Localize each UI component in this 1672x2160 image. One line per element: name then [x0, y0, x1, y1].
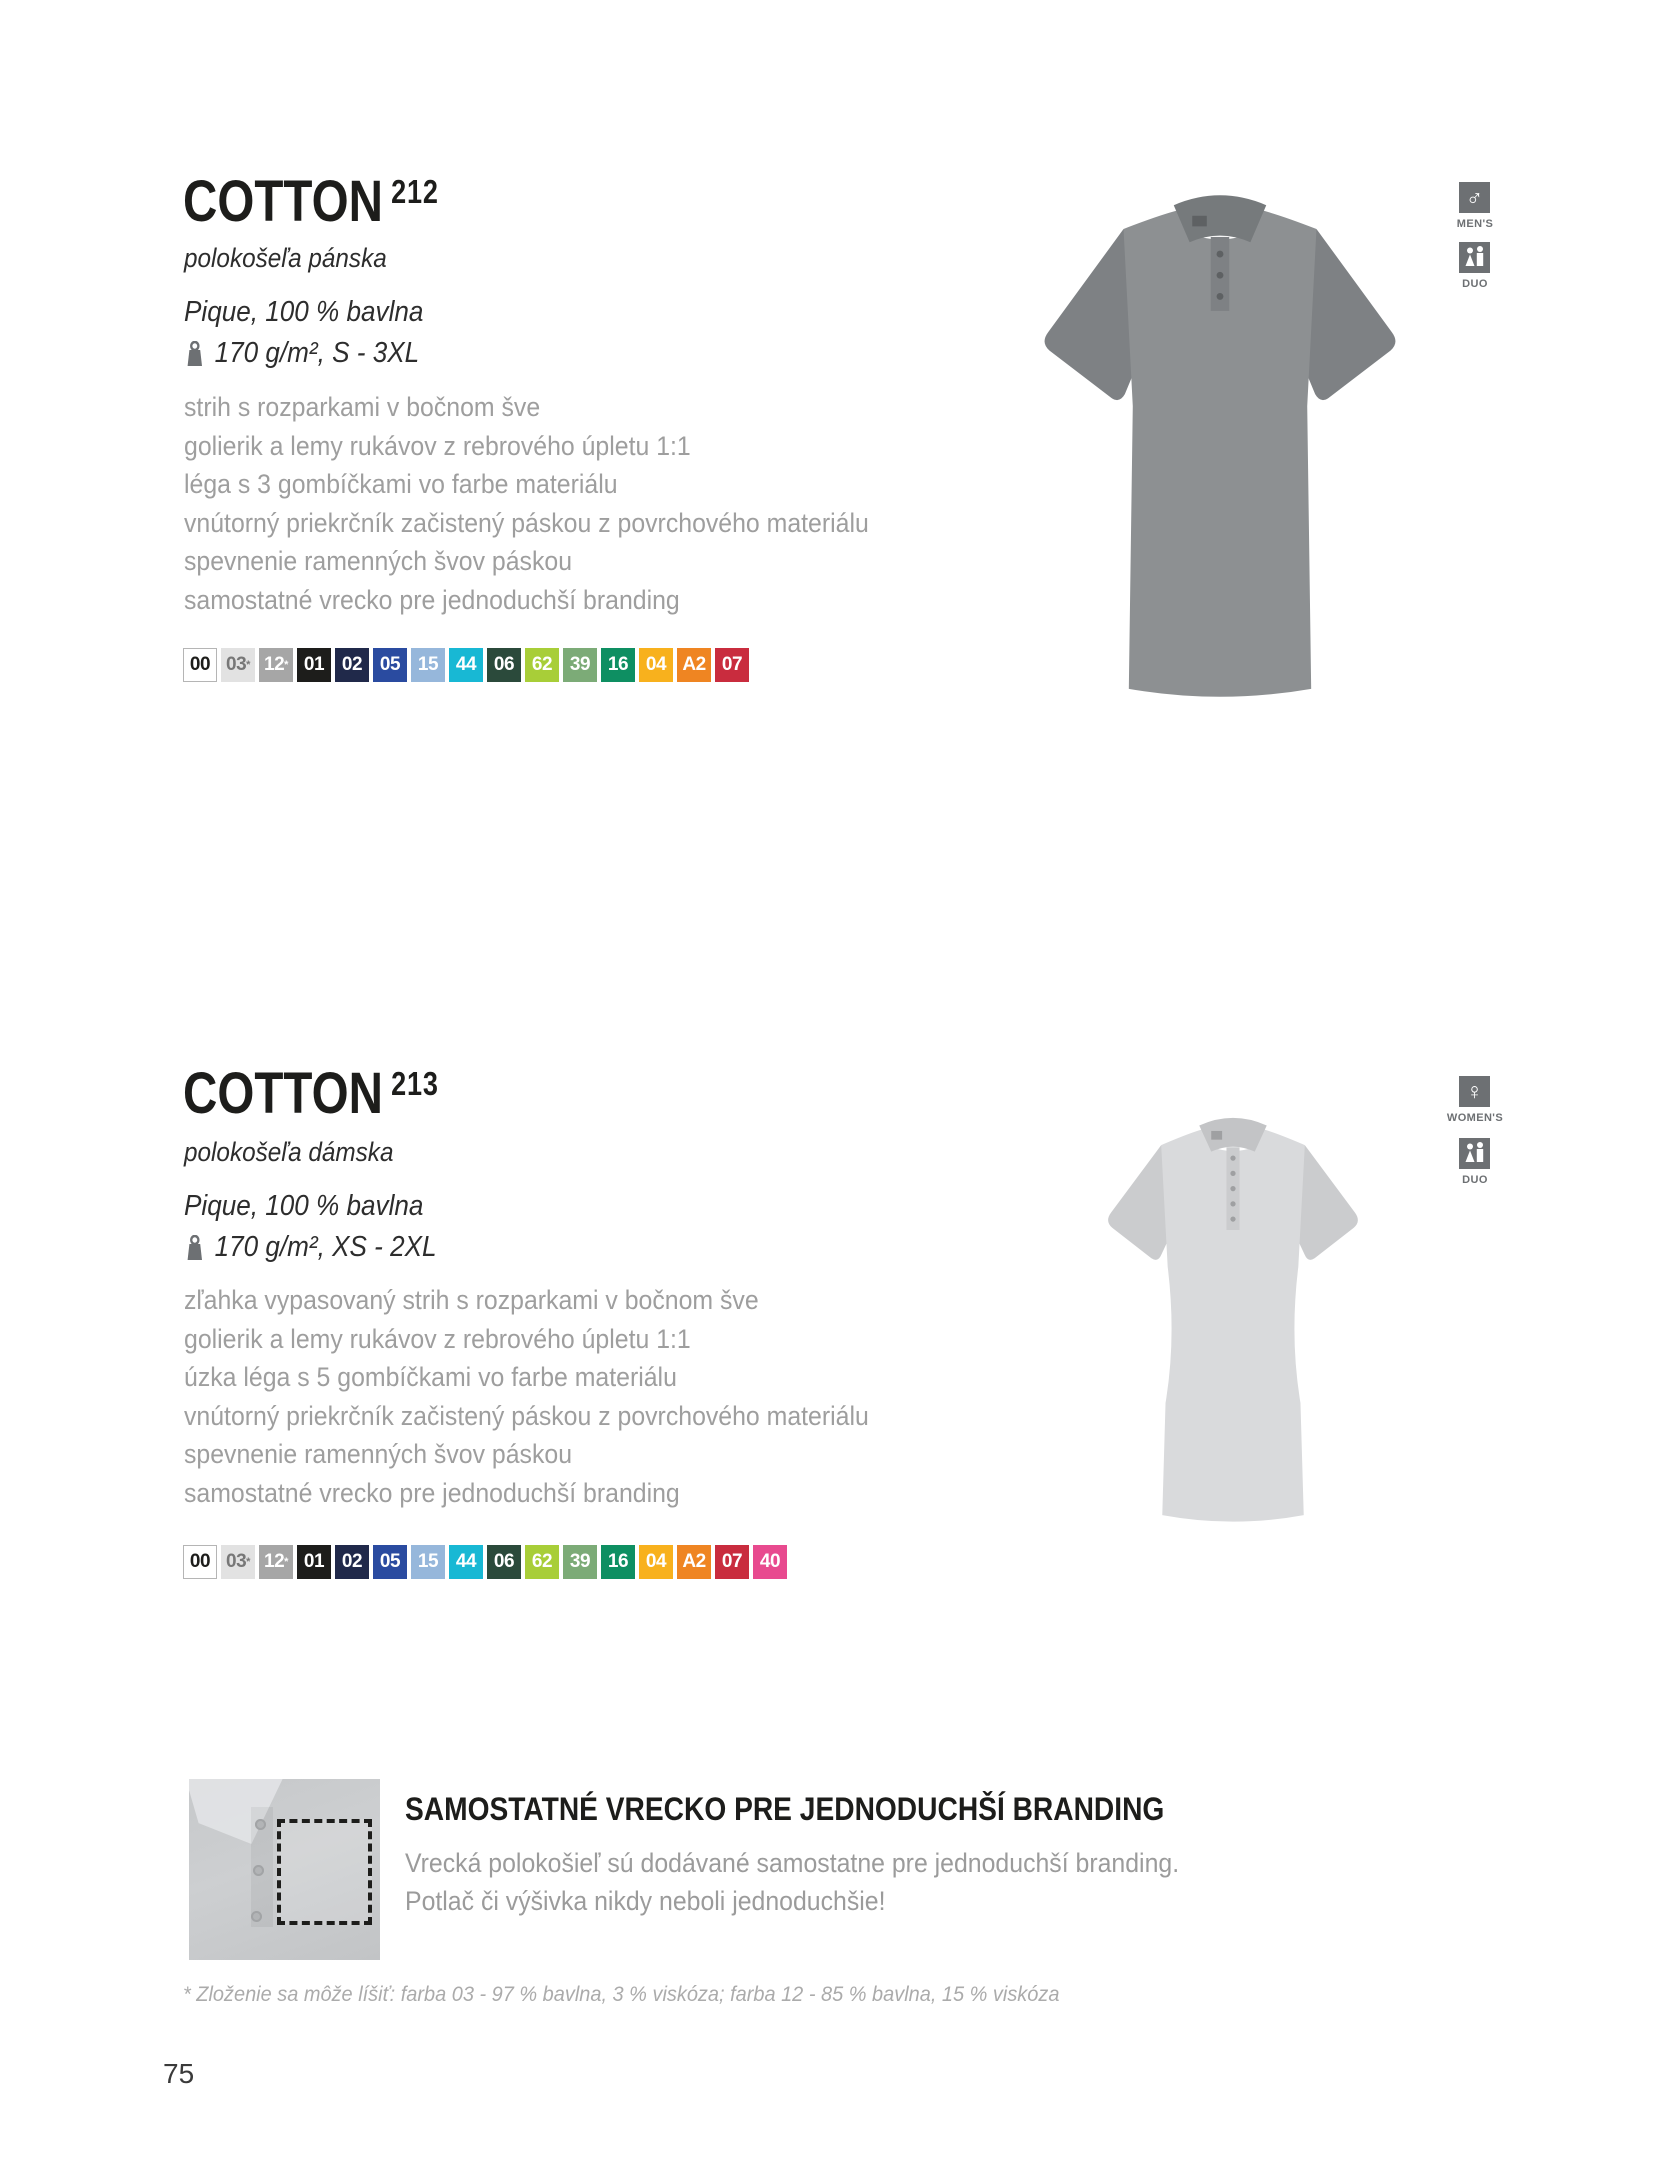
color-swatch-05: 05 — [373, 1545, 407, 1579]
button-detail — [255, 1819, 266, 1830]
color-swatch-39: 39 — [563, 648, 597, 682]
product-name: COTTON — [183, 1061, 383, 1126]
feature-line: spevnenie ramenných švov páskou — [184, 546, 573, 576]
color-swatch-39: 39 — [563, 1545, 597, 1579]
product-213-subtitle: polokošeľa dámska — [184, 1137, 394, 1167]
feature-line: samostatné vrecko pre jednoduchší branding — [184, 1477, 680, 1508]
mens-icon — [1459, 182, 1490, 213]
product-212-photo — [995, 155, 1445, 710]
feature-line: samostatné vrecko pre jednoduchší branding — [184, 584, 680, 615]
product-212-weight-row — [184, 337, 419, 370]
weight-icon — [184, 341, 206, 367]
feature-line: spevnenie ramenných švov páskou — [184, 1439, 573, 1469]
color-swatch-44: 44 — [449, 648, 483, 682]
product-212-title — [183, 168, 495, 235]
product-212-subtitle: polokošeľa pánska — [184, 243, 387, 273]
color-swatch-07: 07 — [715, 1545, 749, 1579]
duo-icon — [1459, 242, 1490, 273]
product-code: 212 — [391, 173, 439, 210]
feature-line: strih s rozparkami v bočnom šve — [184, 392, 541, 422]
mens-polo-shirt-image — [995, 155, 1445, 710]
product-212-weight: 170 g/m², S - 3XL — [214, 337, 420, 369]
feature-line: léga s 3 gombíčkami vo farbe materiálu — [184, 469, 618, 499]
product-name: COTTON — [183, 169, 383, 234]
womens-icon-label: WOMEN'S — [1446, 1112, 1504, 1124]
product-213-weight-row — [184, 1231, 437, 1264]
product-213-title — [183, 1060, 495, 1127]
duo-icon-label: DUO — [1462, 278, 1488, 290]
product-code: 213 — [391, 1065, 439, 1102]
button-detail — [251, 1911, 262, 1922]
mens-icon-label: MEN'S — [1456, 218, 1494, 230]
brand-logo-mark — [1211, 1131, 1222, 1140]
color-swatch-12: 12 * — [259, 648, 293, 682]
feature-line: zľahka vypasovaný strih s rozparkami v bočnom šve — [184, 1285, 759, 1315]
color-swatch-00: 00 — [183, 1545, 217, 1579]
product-212-material: Pique, 100 % bavlna — [184, 296, 424, 328]
color-swatch-A2: A2 — [677, 648, 711, 682]
composition-footnote: * Zloženie sa môže líšiť: farba 03 - 97 % bavlna, 3 % viskóza; farba 12 - 85 % bavlna, 15 % viskóza — [183, 1983, 1060, 2006]
feature-line: vnútorný priekrčník začistený páskou z povrchového materiálu — [184, 1400, 869, 1431]
duo-figures-icon — [1459, 1138, 1490, 1169]
color-swatch-40: 40 — [753, 1545, 787, 1579]
product-213-material: Pique, 100 % bavlna — [184, 1190, 424, 1222]
product-212-color-swatches — [183, 648, 749, 682]
brand-logo-mark — [1192, 216, 1207, 227]
feature-line: golierik a lemy rukávov z rebrového úpletu 1:1 — [184, 430, 691, 461]
pocket-placement-dashed-box — [277, 1819, 372, 1925]
branding-section-line2: Potlač či výšivka nikdy neboli jednoduchšie! — [405, 1886, 886, 1916]
womens-icon — [1459, 1076, 1490, 1107]
male-symbol: ♂ — [1465, 184, 1484, 210]
color-swatch-05: 05 — [373, 648, 407, 682]
color-swatch-A2: A2 — [677, 1545, 711, 1579]
color-swatch-00: 00 — [183, 648, 217, 682]
duo-figures-icon — [1459, 242, 1490, 273]
duo-icon — [1459, 1138, 1490, 1169]
product-213-features — [184, 1281, 928, 1512]
color-swatch-01: 01 — [297, 648, 331, 682]
feature-line: vnútorný priekrčník začistený páskou z povrchového materiálu — [184, 507, 869, 538]
color-swatch-16: 16 — [601, 648, 635, 682]
product-213-color-swatches — [183, 1545, 787, 1579]
color-swatch-03: 03 * — [221, 1545, 255, 1579]
color-swatch-02: 02 — [335, 648, 369, 682]
color-swatch-01: 01 — [297, 1545, 331, 1579]
page-number: 75 — [163, 2058, 195, 2089]
color-swatch-44: 44 — [449, 1545, 483, 1579]
feature-line: golierik a lemy rukávov z rebrového úpletu 1:1 — [184, 1323, 691, 1354]
feature-line: úzka léga s 5 gombíčkami vo farbe materiálu — [184, 1362, 677, 1392]
color-swatch-12: 12 * — [259, 1545, 293, 1579]
color-swatch-62: 62 — [525, 648, 559, 682]
female-symbol: ♀ — [1465, 1078, 1484, 1104]
color-swatch-04: 04 — [639, 1545, 673, 1579]
color-swatch-06: 06 — [487, 648, 521, 682]
color-swatch-06: 06 — [487, 1545, 521, 1579]
color-swatch-07: 07 — [715, 648, 749, 682]
product-213-photo — [1048, 1058, 1418, 1563]
color-swatch-62: 62 — [525, 1545, 559, 1579]
branding-section-line1: Vrecká polokošieľ sú dodávané samostatne pre jednoduchší branding. — [405, 1848, 1180, 1878]
branding-section-title: SAMOSTATNÉ VRECKO PRE JEDNODUCHŠÍ BRANDING — [405, 1791, 1165, 1827]
color-swatch-02: 02 — [335, 1545, 369, 1579]
duo-icon-label: DUO — [1462, 1174, 1488, 1186]
womens-polo-shirt-image — [1048, 1058, 1418, 1563]
pocket-branding-photo — [189, 1779, 380, 1960]
color-swatch-03: 03 * — [221, 648, 255, 682]
color-swatch-16: 16 — [601, 1545, 635, 1579]
button-detail — [253, 1865, 264, 1876]
color-swatch-15: 15 — [411, 648, 445, 682]
color-swatch-15: 15 — [411, 1545, 445, 1579]
product-213-weight: 170 g/m², XS - 2XL — [214, 1231, 437, 1263]
product-212-features — [184, 388, 928, 619]
weight-icon — [184, 1235, 206, 1261]
color-swatch-04: 04 — [639, 648, 673, 682]
